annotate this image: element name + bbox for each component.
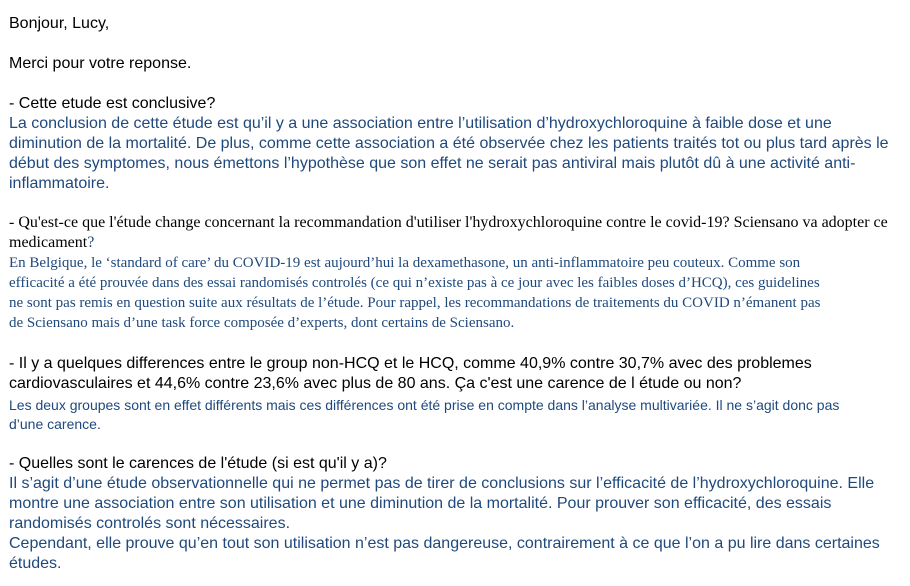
answer-1-line: La conclusion de cette étude est qu’il y a une association entre l’utilisation d’hydroxychloroquine à faible dose et une [9,115,832,132]
question-3-line: cardiovasculaires et 44,6% contre 23,6% avec plus de 80 ans. Ça c'est une carence de l étude ou non? [9,375,742,392]
answer-1-line: inflammatoire. [9,175,110,192]
question-1: - Cette etude est conclusive? [9,95,216,112]
answer-2-line: de Sciensano mais d’une task force composée d’experts, dont certains de Sciensano. [9,315,515,331]
answer-4-line: randomisés controlés sont nécessaires. [9,515,291,532]
answer-2-line: En Belgique, le ‘standard of care’ du COVID-19 est aujourd’hui la dexamethasone, un anti-inflammatoire peu couteux. Comme son [9,255,801,271]
answer-4-line: études. [9,555,62,572]
answer-1-line: diminution de la mortalité. De plus, comme cette association a été observée chez les patients traités tot ou plus tard après le [9,135,889,152]
question-4: - Quelles sont le carences de l'étude (si est qu'il y a)? [9,455,387,472]
answer-4-line: Cependant, elle prouve qu’en tout son utilisation n’est pas dangereuse, contrairement à ce que l’on a pu lire dans certaines [9,535,880,552]
question-2-line [9,233,94,252]
question-2-text: medicament [9,234,88,251]
greeting: Bonjour, Lucy, [9,15,110,32]
answer-2-line: ne sont pas remis en question suite aux résultats de l’étude. Pour rappel, les recommandations de traitements du COVID n’émanent pas [9,295,821,311]
answer-2-line: efficacité a été prouvée dans des essai randomisés controlés (ce qui n’existe pas à ce jour avec les faibles doses d’HCQ), ces guidelines [9,275,820,291]
question-3-line: - Il y a quelques differences entre le group non-HCQ et le HCQ, comme 40,9% contre 30,7% avec des problemes [9,355,812,372]
answer-3-line: Les deux groupes sont en effet différents mais ces différences ont été prise en compte dans l’analyse multivariée. Il ne s’agit donc pas [9,397,840,413]
question-2-tail: ? [87,234,95,251]
question-2-line: - Qu'est-ce que l'étude change concernant la recommandation d'utiliser l'hydroxychloroquine contre le covid-19? Sciensano va adopter ce [9,214,888,231]
answer-4-line: montre une association entre son utilisation et une diminution de la mortalité. Pour prouver son efficacité, des essais [9,495,832,512]
answer-4-line: Il s’agit d’une étude observationnelle qui ne permet pas de tirer de conclusions sur l’efficacité de l’hydroxychloroquine. Elle [9,475,875,492]
thanks-line: Merci pour votre reponse. [9,55,192,72]
answer-3-line: d’une carence. [9,416,101,432]
answer-1-line: début des symptomes, nous émettons l’hypothèse que son effet ne serait pas antiviral mais plutôt dû à une activité anti- [9,155,856,172]
